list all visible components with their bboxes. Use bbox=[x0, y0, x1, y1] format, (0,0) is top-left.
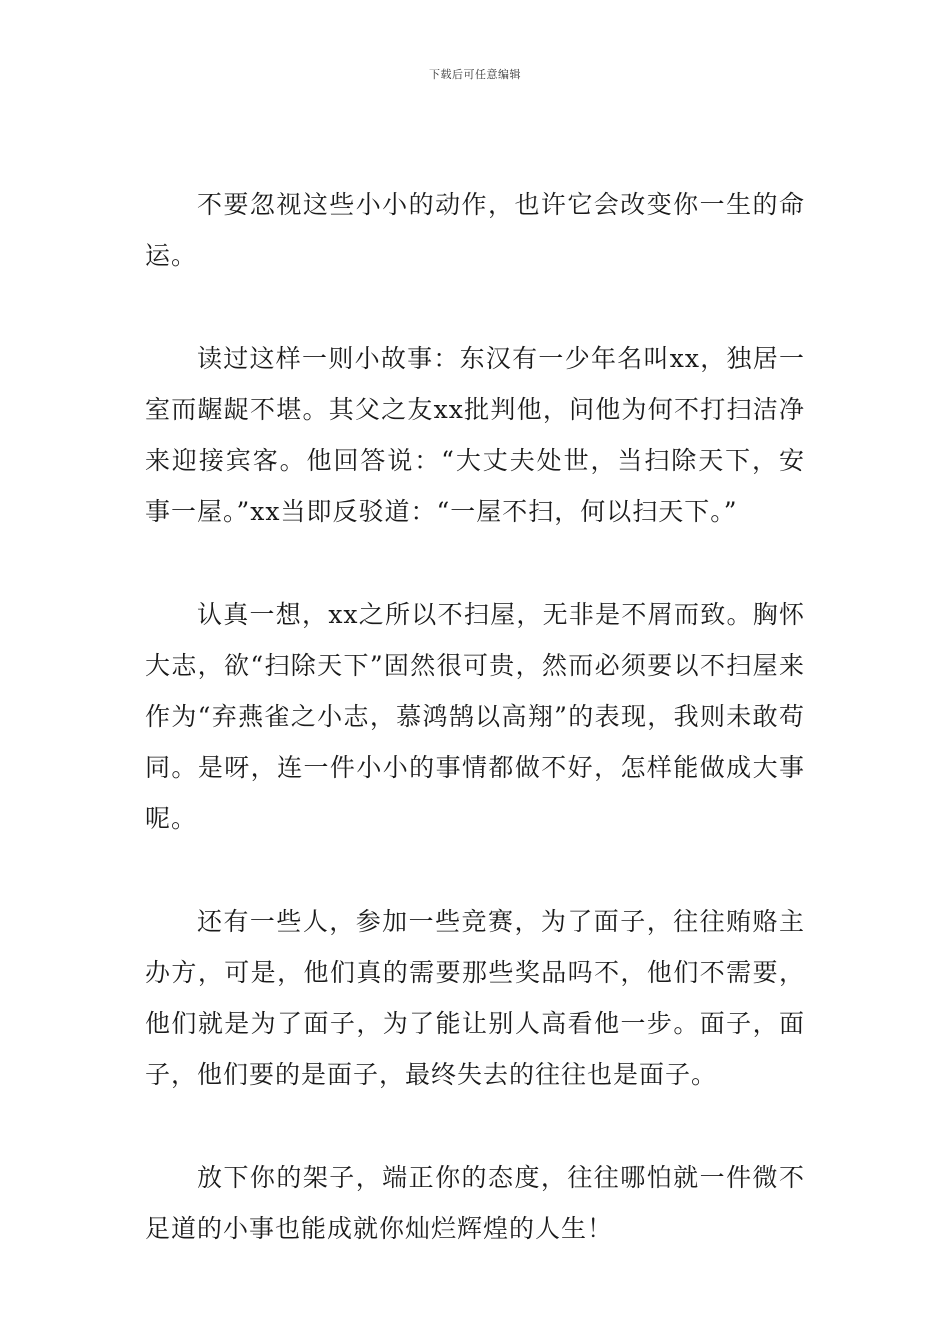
document-body bbox=[145, 179, 805, 1306]
paragraph-1: 不要忽视这些小小的动作，也许它会改变你一生的命运。 bbox=[145, 190, 805, 270]
paragraph-4: 还有一些人，参加一些竞赛，为了面子，往往贿赂主办方，可是，他们真的需要那些奖品吗不，他们不需要，他们就是为了面子，为了能让别人高看他一步。面子，面子，他们要的是面子，最终失去的往往也是面子。 bbox=[145, 907, 805, 1089]
paragraph-2: 读过这样一则小故事：东汉有一少年名叫xx，独居一室而龌龊不堪。其父之友xx批判他，问他为何不打扫洁净来迎接宾客。他回答说：“大丈夫处世，当扫除天下，安事一屋。”xx当即反驳道：“一屋不扫，何以扫天下。” bbox=[145, 344, 805, 526]
page-header: 下载后可任意编辑 bbox=[429, 68, 521, 81]
paragraph-3: 认真一想，xx之所以不扫屋，无非是不屑而致。胸怀大志，欲“扫除天下”固然很可贵，然而必须要以不扫屋来作为“弃燕雀之小志，慕鸿鹄以高翔”的表现，我则未敢苟同。是呀，连一件小小的事情都做不好，怎样能做成大事呢。 bbox=[145, 600, 805, 833]
paragraph-5: 放下你的架子，端正你的态度，往往哪怕就一件微不足道的小事也能成就你灿烂辉煌的人生！ bbox=[145, 1163, 805, 1243]
